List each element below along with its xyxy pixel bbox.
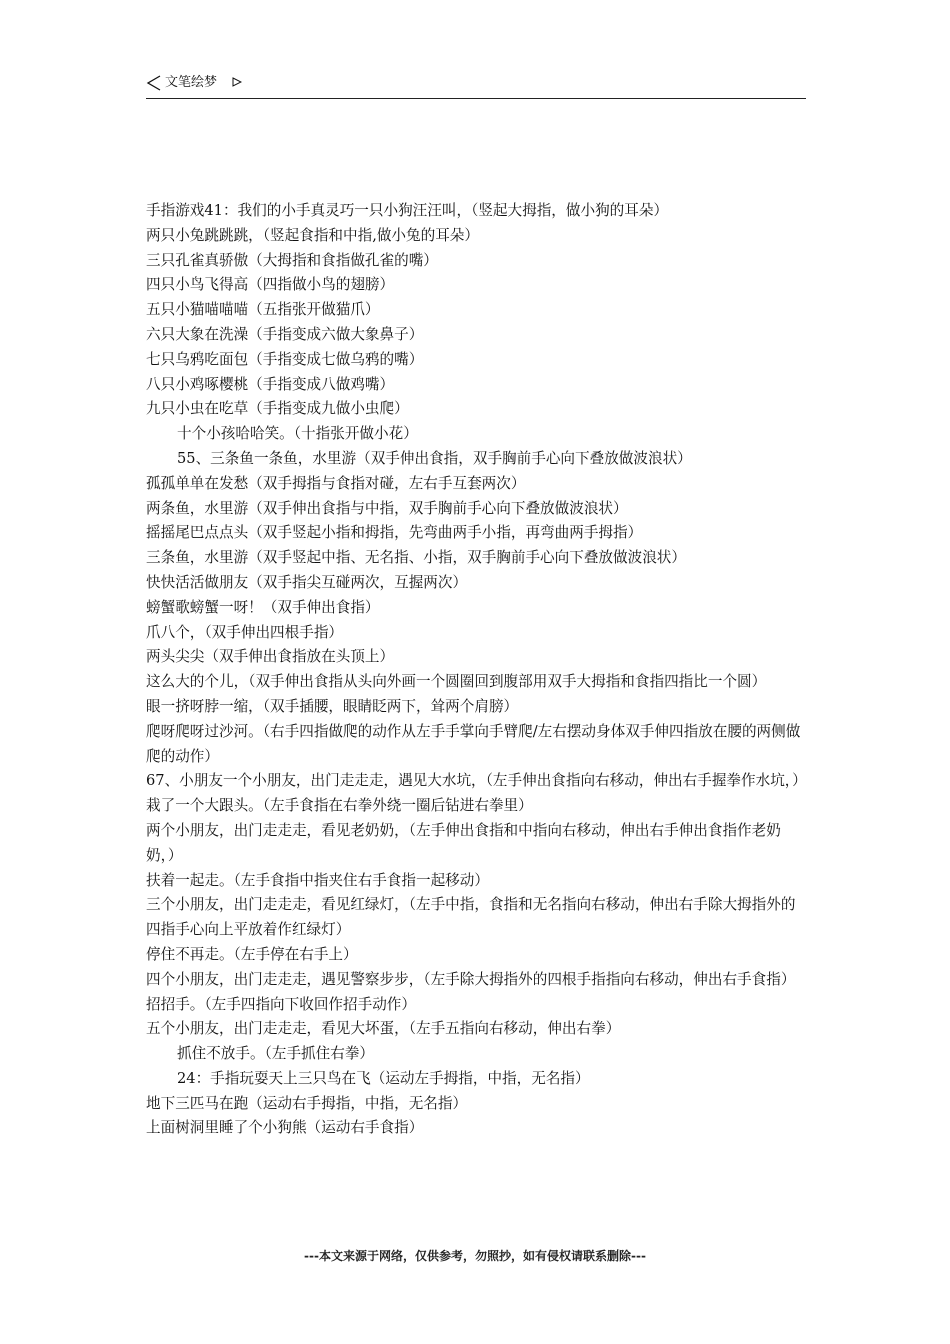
text-line: 两个小朋友，出门走走走，看见老奶奶，（左手伸出食指和中指向右移动，伸出右手伸出食指作老奶奶，） — [146, 821, 781, 864]
text-line: 十个小孩哈哈笑。（十指张开做小花） — [177, 425, 418, 443]
text-line: 五只小猫喵喵喵（五指张开做猫爪） — [146, 301, 380, 319]
text-line: 栽了一个大跟头。（左手食指在右拳外绕一圈后钻进右拳里） — [146, 797, 533, 815]
text-line: 孤孤单单在发愁（双手拇指与食指对碰，左右手互套两次） — [146, 474, 526, 492]
text-line: 三个小朋友，出门走走走，看见红绿灯，（左手中指，食指和无名指向右移动，伸出右手除大拇指外的四指手心向上平放着作红绿灯） — [146, 896, 796, 939]
text-line: 四个小朋友，出门走走走，遇见警察步步，（左手除大拇指外的四根手指指向右移动，伸出右手食指） — [146, 970, 796, 988]
text-line: 八只小鸡啄樱桃（手指变成八做鸡嘴） — [146, 375, 395, 393]
text-line: 55、三条鱼一条鱼，水里游（双手伸出食指，双手胸前手心向下叠放做波浪状） — [177, 449, 692, 467]
text-line: 五个小朋友，出门走走走，看见大坏蛋，（左手五指向右移动，伸出右拳） — [146, 1020, 621, 1038]
text-line: 停住不再走。（左手停在右手上） — [146, 945, 358, 963]
text-line: 67、小朋友一个小朋友，出门走走走，遇见大水坑，（左手伸出食指向右移动，伸出右手握拳作水坑，） — [146, 772, 807, 790]
header-title: 文笔绘梦 — [165, 75, 218, 90]
text-line: 两头尖尖（双手伸出食指放在头顶上） — [146, 648, 395, 666]
text-line: 手指游戏41：我们的小手真灵巧一只小狗汪汪叫，（竖起大拇指，做小狗的耳朵） — [146, 202, 669, 219]
text-line: 两只小兔跳跳跳，（竖起食指和中指,做小兔的耳朵） — [146, 226, 479, 244]
page-header — [146, 74, 806, 99]
document-body — [146, 199, 808, 1141]
text-line: 摇摇尾巴点点头（双手竖起小指和拇指，先弯曲两手小指，再弯曲两手拇指） — [146, 524, 643, 542]
text-line: 扶着一起走。（左手食指中指夹住右手食指一起移动） — [146, 871, 489, 889]
text-line: 招招手。（左手四指向下收回作招手动作） — [146, 995, 416, 1013]
text-line: 三只孔雀真骄傲（大拇指和食指做孔雀的嘴） — [146, 251, 438, 269]
text-line: 两条鱼，水里游（双手伸出食指与中指，双手胸前手心向下叠放做波浪状） — [146, 499, 628, 517]
text-line: 眼一挤呀脖一缩，（双手插腰，眼睛眨两下，耸两个肩膀） — [146, 697, 519, 715]
triangle-left-icon — [146, 75, 162, 91]
text-line: 爪八个，（双手伸出四根手指） — [146, 623, 344, 641]
text-line: 九只小虫在吃草（手指变成九做小虫爬） — [146, 400, 409, 418]
text-line: 三条鱼，水里游（双手竖起中指、无名指、小指，双手胸前手心向下叠放做波浪状） — [146, 549, 686, 567]
text-line: 快快活活做朋友（双手指尖互碰两次，互握两次） — [146, 573, 468, 591]
text-line: 螃蟹歌螃蟹一呀！（双手伸出食指） — [146, 598, 380, 616]
text-line: 七只乌鸦吃面包（手指变成七做乌鸦的嘴） — [146, 350, 424, 368]
text-line: 抓住不放手。（左手抓住右拳） — [177, 1045, 375, 1063]
text-line: 24：手指玩耍天上三只鸟在飞（运动左手拇指，中指，无名指） — [177, 1069, 590, 1087]
text-line: 六只大象在洗澡（手指变成六做大象鼻子） — [146, 325, 424, 343]
triangle-right-icon — [232, 77, 242, 87]
text-line: 爬呀爬呀过沙河。（右手四指做爬的动作从左手手掌向手臂爬/左右摆动身体双手伸四指放在腰的两侧做爬的动作） — [146, 722, 801, 765]
text-line: 地下三匹马在跑（运动右手拇指，中指，无名指） — [146, 1094, 468, 1112]
footer-disclaimer: ---本文来源于网络，仅供参考，勿照抄，如有侵权请联系删除--- — [304, 1249, 646, 1263]
text-line: 这么大的个儿，（双手伸出食指从头向外画一个圆圈回到腹部用双手大拇指和食指四指比一个圆） — [146, 673, 767, 691]
text-line: 四只小鸟飞得高（四指做小鸟的翅膀） — [146, 276, 395, 294]
text-line: 上面树洞里睡了个小狗熊（运动右手食指） — [146, 1119, 424, 1137]
